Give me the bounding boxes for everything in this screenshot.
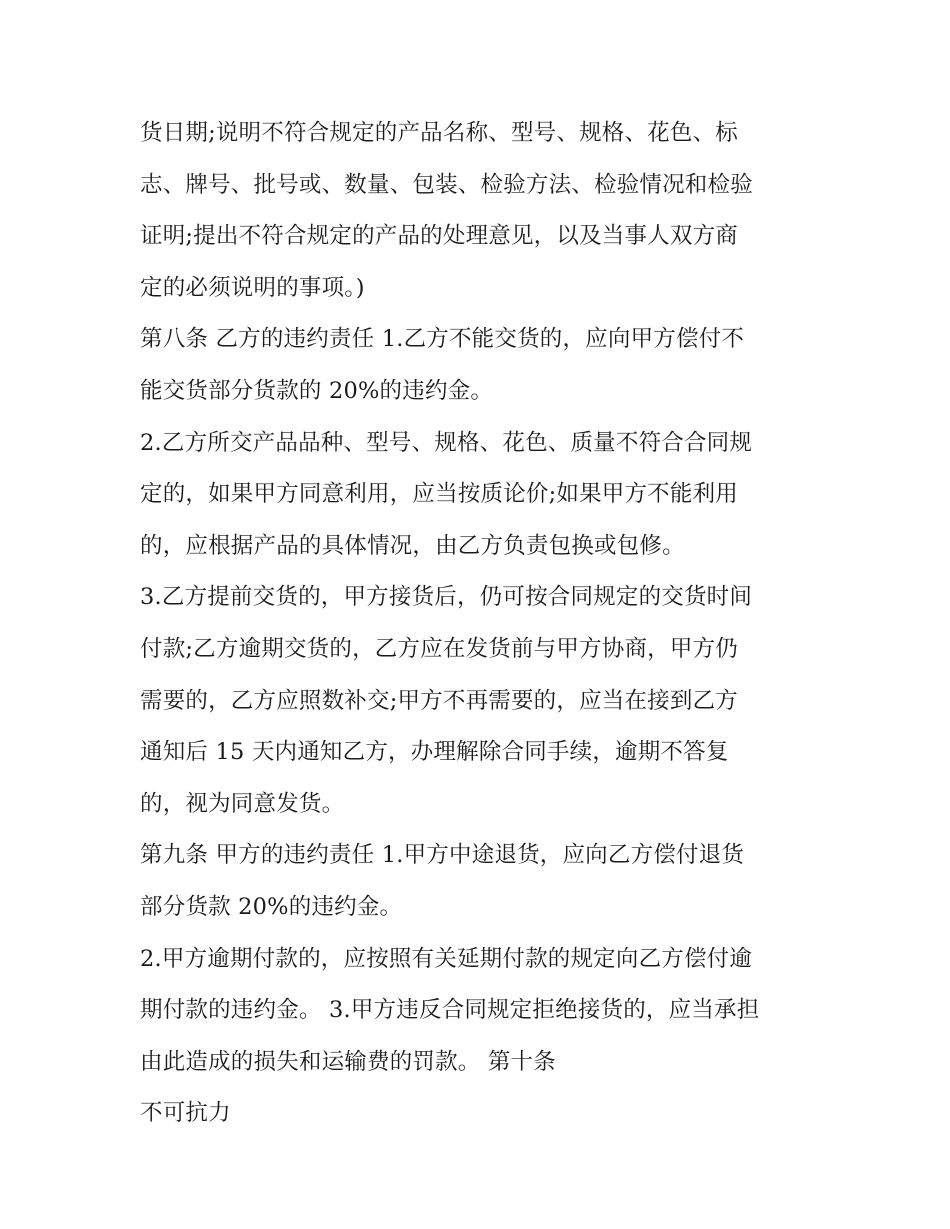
article-10-heading-line: 由此造成的损失和运输费的罚款。 第十条: [140, 1048, 556, 1075]
text-line: 定的，如果甲方同意利用，应当按质论价;如果甲方不能利用: [140, 481, 738, 508]
text-line: 期付款的违约金。 3.甲方违反合同规定拒绝接货的，应当承担: [140, 997, 760, 1024]
text-line: 证明;提出不符合规定的产品的处理意见，以及当事人双方商: [140, 223, 738, 250]
article-8-heading-line: 第八条 乙方的违约责任 1.乙方不能交货的，应向甲方偿付不: [140, 326, 745, 353]
text-line: 能交货部分货款的 20%的违约金。: [140, 377, 494, 404]
text-line: 的，视为同意发货。: [140, 790, 345, 817]
contract-text-block: [140, 108, 820, 1140]
text-line: 定的必须说明的事项。): [140, 274, 365, 301]
text-line: 货日期;说明不符合规定的产品名称、型号、规格、花色、标: [140, 120, 738, 146]
text-line: 需要的，乙方应照数补交;甲方不再需要的，应当在接到乙方: [140, 687, 738, 714]
text-line: 3.乙方提前交货的，甲方接货后，仍可按合同规定的交货时间: [140, 584, 753, 611]
text-line: 部分货款 20%的违约金。: [140, 893, 403, 920]
text-line: 2.乙方所交产品品种、型号、规格、花色、质量不符合合同规: [140, 429, 753, 456]
text-line: 的，应根据产品的具体情况，由乙方负责包换或包修。: [140, 532, 685, 559]
text-line: 2.甲方逾期付款的，应按照有关延期付款的规定向乙方偿付逾: [140, 945, 753, 972]
text-line: 付款;乙方逾期交货的，乙方应在发货前与甲方协商，甲方仍: [140, 635, 738, 662]
text-line: 志、牌号、批号或、数量、包装、检验方法、检验情况和检验: [140, 171, 753, 198]
text-line: 通知后 15 天内通知乙方，办理解除合同手续，逾期不答复: [140, 739, 729, 766]
article-9-heading-line: 第九条 甲方的违约责任 1.甲方中途退货，应向乙方偿付退货: [140, 842, 745, 869]
text-line: 不可抗力: [140, 1100, 231, 1127]
